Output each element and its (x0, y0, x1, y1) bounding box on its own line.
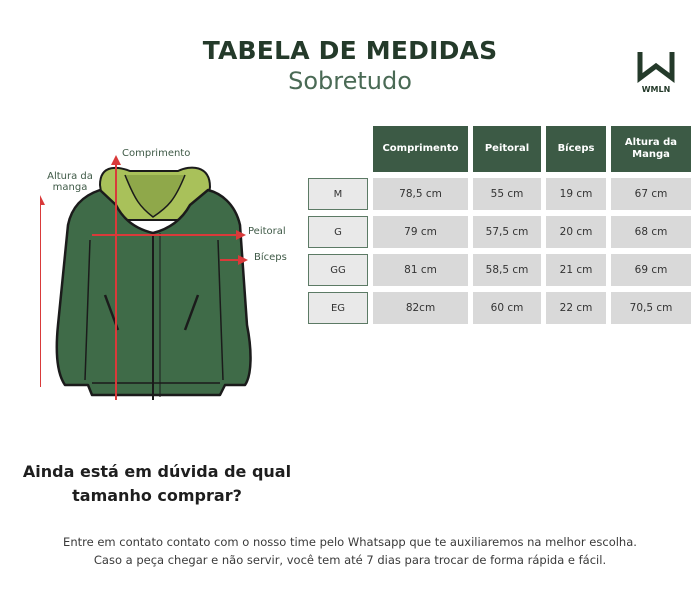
help-info-line-1: Entre em contato contato com o nosso time pelo Whatsapp que te auxiliaremos na melhor escolha. (63, 535, 637, 549)
measure-altura-manga-arrow (40, 195, 45, 387)
cell-peitoral: 55 cm (473, 178, 541, 210)
cell-peitoral: 57,5 cm (473, 216, 541, 248)
size-table (303, 120, 696, 330)
label-altura-manga: Altura da manga (47, 171, 93, 193)
cell-altura-manga: 69 cm (611, 254, 691, 286)
cell-biceps: 21 cm (546, 254, 606, 286)
help-question: Ainda está em dúvida de qual tamanho comprar? (22, 462, 292, 505)
label-peitoral: Peitoral (248, 226, 286, 237)
table-row (308, 254, 691, 286)
cell-biceps: 20 cm (546, 216, 606, 248)
size-label: GG (308, 254, 368, 286)
page-title: TABELA DE MEDIDAS (202, 36, 498, 65)
cell-comprimento: 82cm (373, 292, 468, 324)
table-row (308, 292, 691, 324)
size-label: M (308, 178, 368, 210)
cell-peitoral: 58,5 cm (473, 254, 541, 286)
label-biceps: Bíceps (254, 252, 287, 263)
cell-biceps: 19 cm (546, 178, 606, 210)
header-peitoral: Peitoral (473, 126, 541, 172)
brand-logo-text: WMLN (641, 85, 671, 94)
size-table-corner (308, 126, 368, 172)
cell-biceps: 22 cm (546, 292, 606, 324)
brand-logo-mark-icon (640, 52, 672, 78)
cell-comprimento: 79 cm (373, 216, 468, 248)
table-row (308, 178, 691, 210)
page-subtitle: Sobretudo (288, 67, 412, 95)
cell-altura-manga: 70,5 cm (611, 292, 691, 324)
label-comprimento: Comprimento (122, 148, 191, 159)
brand-logo (636, 48, 676, 96)
cell-comprimento: 81 cm (373, 254, 468, 286)
header-biceps: Bíceps (546, 126, 606, 172)
cell-peitoral: 60 cm (473, 292, 541, 324)
header-comprimento: Comprimento (373, 126, 468, 172)
cell-altura-manga: 67 cm (611, 178, 691, 210)
cell-comprimento: 78,5 cm (373, 178, 468, 210)
size-label: EG (308, 292, 368, 324)
header-altura-manga: Altura da Manga (611, 126, 691, 172)
size-table-header-row (308, 126, 691, 172)
table-row (308, 216, 691, 248)
cell-altura-manga: 68 cm (611, 216, 691, 248)
help-info (0, 533, 700, 569)
size-label: G (308, 216, 368, 248)
help-info-line-2: Caso a peça chegar e não servir, você tem até 7 dias para trocar de forma rápida e fácil. (93, 553, 607, 567)
